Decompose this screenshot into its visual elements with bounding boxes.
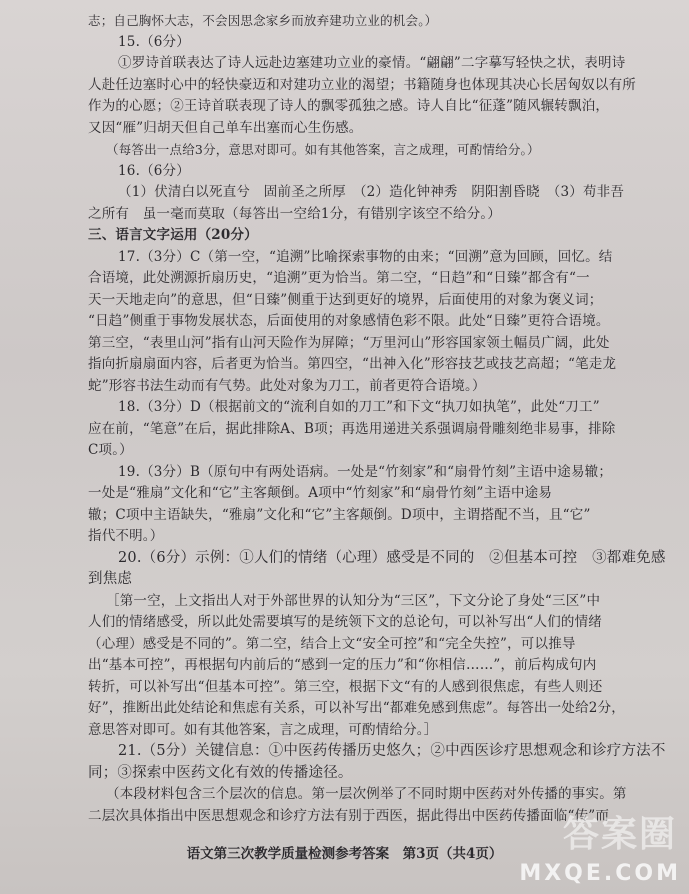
text-line: 合语境，此处溯源折扇历史，“追溯”更为恰当。第二空，“日趋”和“日臻”都含有“一	[88, 270, 590, 286]
text-line: 19.（3分）B（原句中有两处语病。一处是“竹刻家”和“扇骨竹刻”主语中途易辙；	[118, 463, 613, 480]
text-line: 作为的心愿；②王诗首联表现了诗人的飘零孤独之感。诗人自比“征蓬”随风辗转飘泊，	[88, 98, 610, 114]
text-line: 志；自己胸怀大志，不会因思念家乡而放弃建功立业的机会。）	[88, 13, 438, 28]
text-line: 应在前，“笔意”在后，据此排除A、B项；再选用递进关系强调扇骨雕刻绝非易事，排除	[88, 420, 616, 437]
question-header: 15.（6分）	[118, 33, 190, 50]
watermark-logo	[511, 802, 681, 886]
text-line: 18.（3分）D（根据前文的“流利自如的刀工”和下文“执刀如执笔”，此处“刀工”	[118, 399, 600, 415]
text-line: 人赴任边塞时心中的轻快豪迈和对建功立业的渴望；书籍随身也体现其决心长居匈奴以有所	[88, 76, 636, 93]
text-line: 又因“雁”归胡天但自己单车出塞而心生伤感。	[88, 119, 363, 136]
text-line: 第三空，“表里山河”指有山河天险作为屏障；“万里河山”形容国家领土幅员广阔，此处	[88, 334, 610, 351]
text-line: 转折，可以补写出“但基本可控”。第三空，根据下文“有的人感到很焦虑，有些人则还	[88, 678, 603, 695]
text-line: 到焦虑	[88, 571, 133, 587]
text-line: （1）伏清白以死直兮 固前圣之所厚 （2）造化钟神秀 阴阳割昏晓 （3）苟非吾	[118, 184, 625, 200]
scoring-note: （每答出一点给3分，意思对即可。如有其他答案，言之成理，可酌情给分。）	[106, 142, 540, 157]
text-line: 出“基本可控”，再根据句内前后的“感到一定的压力”和“你相信……”，前后构成句内	[88, 657, 597, 673]
text-line: 指代不明。）	[88, 528, 164, 544]
text-line: “日趋”侧重于事物发展状态，后面使用的对象感情色彩不限。此处“日臻”更符合语境。	[88, 313, 610, 329]
text-line: 同；③探索中医药文化有效的传播途径。	[88, 764, 353, 781]
text-line: 指向折扇扇面内容，后者更为恰当。第四空，“出神入化”形容技艺或技艺高超；“笔走龙	[88, 356, 617, 372]
text-line: 辙；C项中主语缺失，“雅扇”文化和“它”主客颠倒。D项中，主谓搭配不当，且“它”	[88, 506, 591, 523]
text-line: 一处是“雅扇”文化和“它”主客颠倒。A项中“竹刻家”和“扇骨竹刻”主语中途易	[88, 485, 553, 501]
text-line: 天一天地走向”的意思，但“日臻”侧重于达到更好的境界，后面使用的对象为褒义词；	[88, 291, 603, 308]
text-line: （心理）感受是不同的”。第二空，结合上文“安全可控”和“完全失控”，可以推导	[88, 635, 576, 652]
text-line: 21.（5分）关键信息：①中医药传播历史悠久；②中西医诊疗思想观念和诊疗方法不	[118, 743, 666, 759]
text-line: 20.（6分）示例：①人们的情绪（心理）感受是不同的 ②但基本可控 ③都难免感	[118, 549, 666, 566]
text-line: 之所有 虽一毫而莫取（每答出一空给1分，有错别字该空不给分。）	[88, 205, 502, 222]
page-footer: 语文第三次教学质量检测参考答案 第3页（共4页）	[186, 846, 503, 862]
answer-text-body	[88, 10, 673, 827]
text-line: 蛇”形容书法生动而有气势。此处对象为刀工，前者更符合语境。）	[88, 377, 486, 394]
text-line: C项。）	[88, 442, 133, 458]
text-line: 好”，推断出此处结论和焦虑有关系，可以补写出“都难免感到焦虑”。每答出一处给2分，	[88, 700, 625, 716]
text-line: 意思答对即可。如有其他答案，言之成理，可酌情给分。］	[88, 721, 438, 738]
text-line: （本段材料包含三个层次的信息。第一层次例举了不同时期中医药对外传播的事实。第	[106, 786, 627, 802]
question-header: 16.（6分）	[118, 162, 190, 179]
text-line: 人们的情绪感受，所以此处需要填写的是统领下文的总论句，可以补写出“人们的情绪	[88, 614, 603, 630]
text-line: 二层次具体指出中医思想观念和诊疗方法有别于西医，据此得出中医药传播面临“传”而	[88, 807, 610, 824]
text-line: ［第一空，上文指出人对于外部世界的认知分为“三区”，下文分论了身处“三区”中	[106, 592, 601, 609]
text-line: ①罗诗首联表达了诗人远赴边塞建功立业的豪情。“翩翩”二字摹写轻快之状，表明诗	[118, 55, 626, 71]
text-line: 17.（3分）C（第一空，“追溯”比喻探索事物的由来；“回溯”意为回顾，回忆。结	[118, 248, 613, 265]
watermark-cn-text: 答案圈	[562, 814, 677, 855]
section-heading: 三、语言文字运用（20分）	[88, 227, 258, 243]
watermark-url-text: MXQE.COM	[519, 861, 681, 886]
